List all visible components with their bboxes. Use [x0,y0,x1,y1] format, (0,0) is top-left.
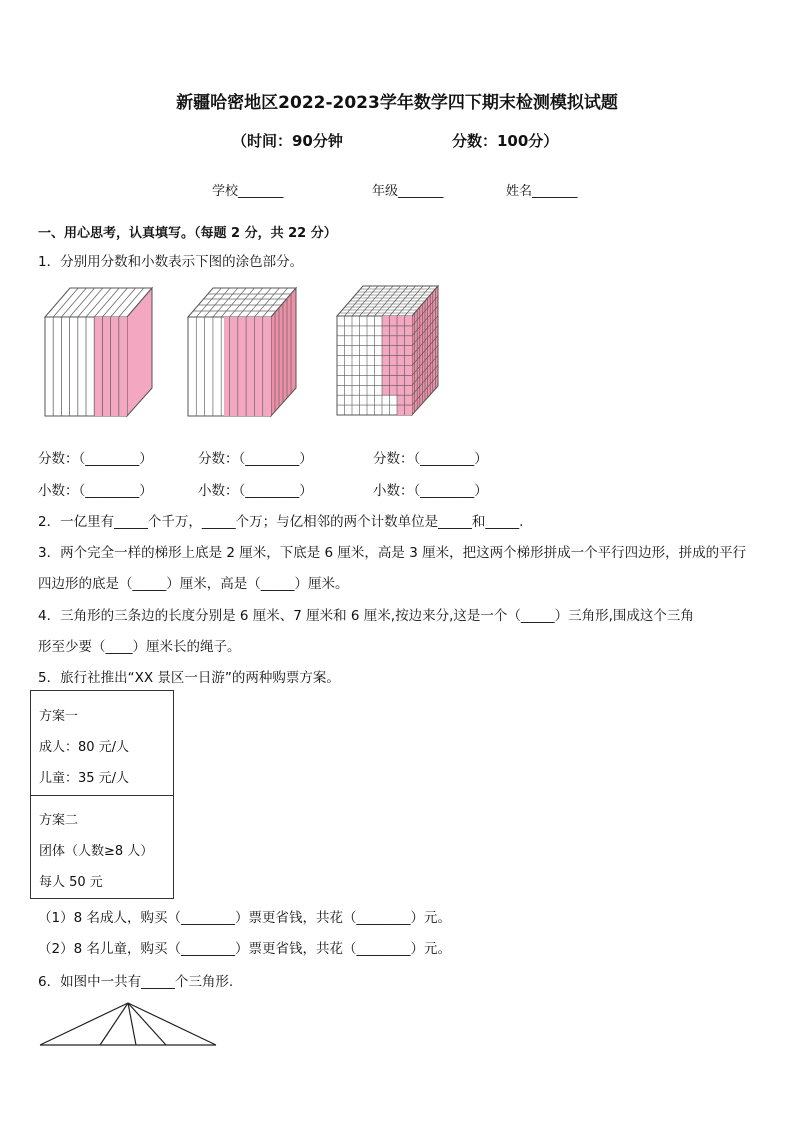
triangle-figure [38,1000,220,1050]
section-heading: 一、用心思考，认真填写。（每题 2 分，共 22 分） [38,226,337,241]
plan2-group: 团体（人数≥8 人） [39,844,154,859]
cube-figure-2 [184,285,304,420]
question-6: 6．如图中一共有_____个三角形. [38,974,234,990]
exam-score: 分数：100分） [452,132,559,150]
school-field[interactable]: 学校_______ [212,184,284,199]
fraction-answer-1[interactable]: 分数：（________） [38,451,153,467]
question-4-line2: 形至少要（____）厘米长的绳子。 [38,639,241,655]
question-5-sub2[interactable]: （2）8 名儿童，购买（________）票更省钱，共花（________）元。 [38,941,451,957]
plan-divider [31,795,173,796]
grade-field[interactable]: 年级_______ [372,184,444,199]
question-5: 5．旅行社推出“XX 景区一日游”的两种购票方案。 [38,670,340,686]
plan2-title: 方案二 [39,813,79,828]
name-field[interactable]: 姓名_______ [506,184,578,199]
question-4-line1: 4．三角形的三条边的长度分别是 6 厘米、7 厘米和 6 厘米,按边来分,这是一个（_____）三角形,围成这个三角 [38,608,694,624]
fraction-answer-2[interactable]: 分数：（________） [198,451,313,467]
decimal-answer-3[interactable]: 小数：（________） [373,483,488,499]
plan1-adult-price: 成人：80 元/人 [39,740,130,755]
plan2-price: 每人 50 元 [39,875,103,890]
cube-figure-3 [333,283,443,420]
decimal-answer-2[interactable]: 小数：（________） [198,483,313,499]
page-title: 新疆哈密地区2022-2023学年数学四下期末检测模拟试题 [176,93,618,113]
decimal-answer-1[interactable]: 小数：（________） [38,483,153,499]
fraction-answer-3[interactable]: 分数：（________） [373,451,488,467]
question-1: 1．分别用分数和小数表示下图的涂色部分。 [38,254,304,270]
plan1-title: 方案一 [39,709,79,724]
exam-time: （时间：90分钟 [232,132,343,150]
question-3-line1: 3．两个完全一样的梯形上底是 2 厘米，下底是 6 厘米，高是 3 厘米，把这两个梯形拼成一个平行四边形，拼成的平行 [38,545,747,561]
question-5-sub1[interactable]: （1）8 名成人，购买（________）票更省钱，共花（________）元。 [38,910,451,926]
cube-figure-1 [40,285,160,420]
question-3-line2: 四边形的底是（_____）厘米，高是（_____）厘米。 [38,576,349,592]
question-2: 2．一亿里有_____个千万，_____个万；与亿相邻的两个计数单位是_____和_____. [38,514,524,530]
ticket-plans-table [30,690,174,899]
plan1-child-price: 儿童：35 元/人 [39,771,130,786]
